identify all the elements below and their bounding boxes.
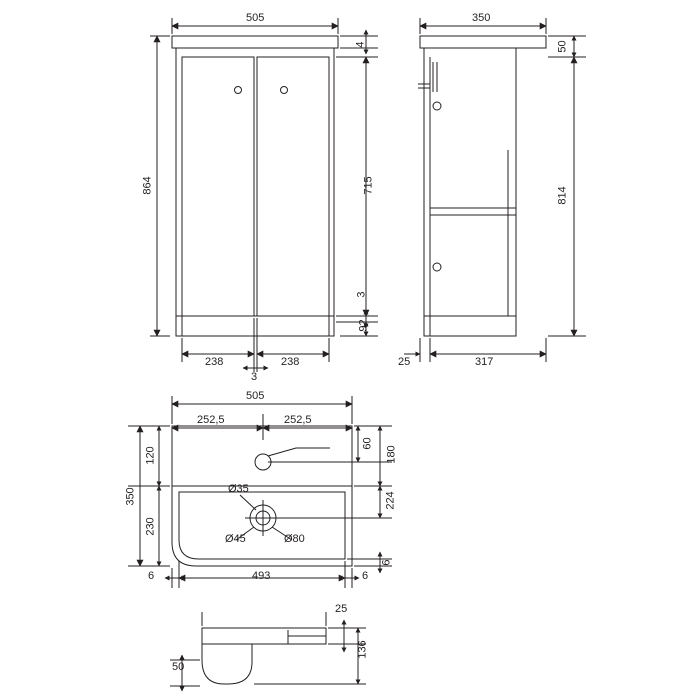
front-door-gap-label: 3: [251, 371, 258, 383]
plan-overall-depth-label: 350: [124, 487, 137, 506]
front-plinth-gap-label: 3: [355, 291, 368, 298]
front-door-right-width-label: 238: [281, 356, 300, 368]
side-top-height-label: 50: [556, 40, 569, 53]
plan-rear-depth-label: 120: [144, 446, 157, 465]
plan-half-width-left-label: 252,5: [197, 414, 225, 426]
plan-tap-hole-offset-label: 60: [361, 437, 374, 450]
side-body-height-label: 814: [556, 186, 569, 205]
plan-right-margin-label: 6: [362, 570, 369, 582]
waste-inner-diameter-label: Ø45: [225, 533, 246, 545]
front-overall-height-label: 864: [141, 176, 154, 195]
side-overall-depth-label: 350: [472, 12, 491, 24]
plan-half-width-right-label: 252,5: [284, 414, 312, 426]
side-base-depth-label: 317: [475, 356, 494, 368]
plan-rear-band-label: 180: [385, 445, 398, 464]
front-door-height-label: 715: [362, 176, 375, 195]
plan-overall-width-label: 505: [246, 390, 265, 402]
plan-waste-offset-label: 224: [384, 491, 397, 510]
plan-left-margin-label: 6: [148, 570, 155, 582]
front-door-left-width-label: 238: [205, 356, 224, 368]
waste-outer-diameter-label: Ø80: [284, 533, 305, 545]
plan-front-depth-label: 230: [144, 517, 157, 536]
front-plinth-height-label: 92: [357, 319, 370, 332]
plan-inner-width-label: 493: [252, 570, 271, 582]
section-total-height-label: 136: [356, 640, 369, 659]
section-rim-height-label: 25: [335, 603, 348, 615]
plan-front-edge-label: 6: [380, 559, 393, 566]
front-overall-width-label: 505: [246, 12, 265, 24]
front-top-panel-label: 4: [354, 41, 367, 48]
side-plinth-setback-label: 25: [398, 356, 411, 368]
tap-hole-diameter-label: Ø35: [228, 483, 249, 495]
section-bowl-depth-label: 50: [172, 661, 185, 673]
